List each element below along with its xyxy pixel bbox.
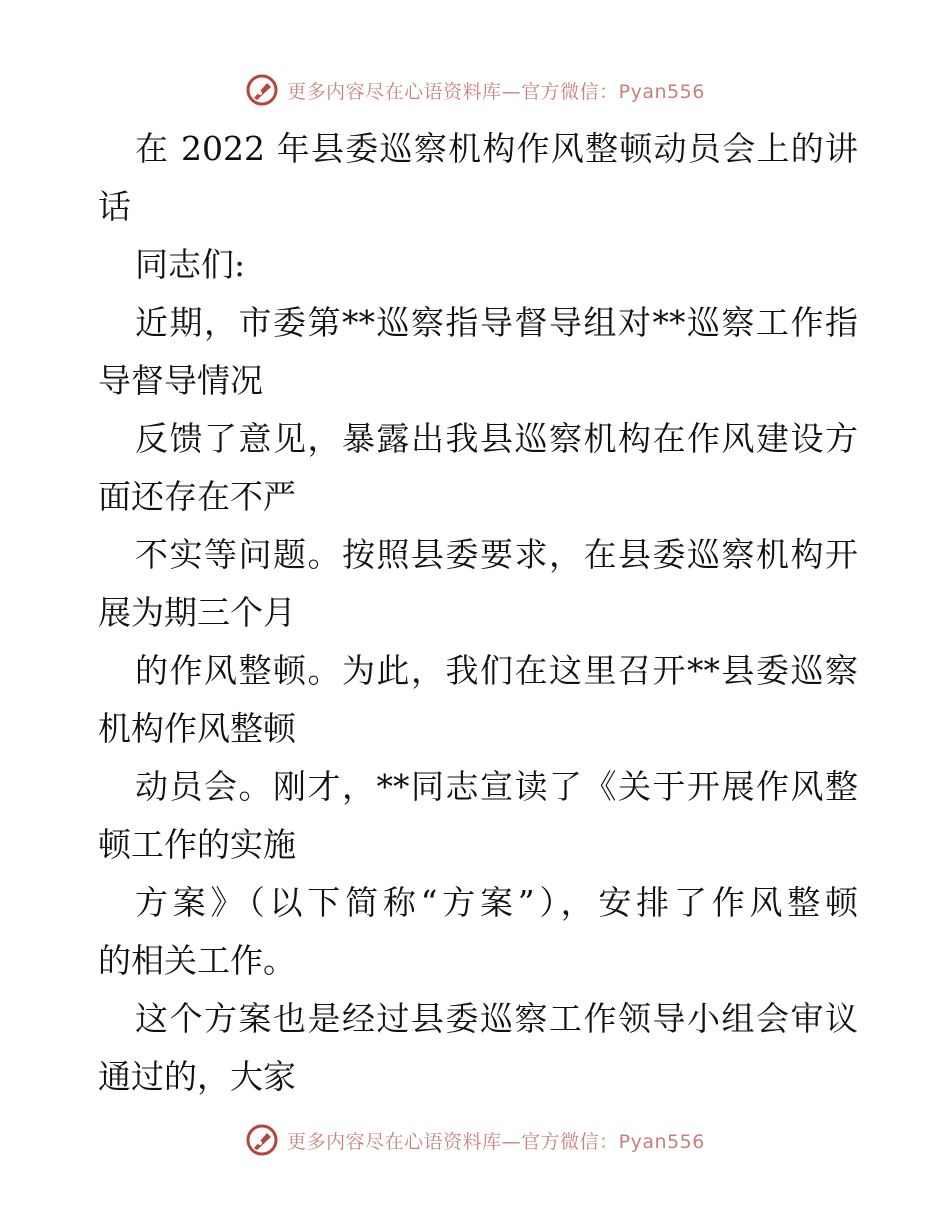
text-line: 顿工作的实施 xyxy=(98,825,296,864)
text-line: 近期，市委第**巡察指导督导组对**巡察工作指 xyxy=(135,303,858,342)
text-line: 展为期三个月 xyxy=(98,593,296,632)
text-line: 的相关工作。 xyxy=(98,941,296,980)
header-banner xyxy=(0,70,950,110)
text-line: 机构作风整顿 xyxy=(98,709,296,748)
footer-banner xyxy=(0,1120,950,1160)
document-body xyxy=(98,120,858,1106)
banner-text: 更多内容尽在心语资料库—官方微信：Pyan556 xyxy=(287,80,705,103)
banner-text: 更多内容尽在心语资料库—官方微信：Pyan556 xyxy=(287,1130,705,1153)
text-line: 不实等问题。按照县委要求，在县委巡察机构开 xyxy=(135,535,858,574)
text-line: 动员会。刚才，**同志宣读了《关于开展作风整 xyxy=(135,767,858,806)
text-line: 面还存在不严 xyxy=(98,477,296,516)
pen-nib-logo-icon xyxy=(245,73,279,107)
text-line: 反馈了意见，暴露出我县巡察机构在作风建设方 xyxy=(135,419,858,458)
salutation-line: 同志们: xyxy=(135,245,246,284)
text-line: 这个方案也是经过县委巡察工作领导小组会审议 xyxy=(135,999,858,1038)
text-line: 话 xyxy=(98,187,131,226)
text-line: 的作风整顿。为此，我们在这里召开**县委巡察 xyxy=(135,651,858,690)
title-line: 在 2022 年县委巡察机构作风整顿动员会上的讲 xyxy=(135,129,858,168)
text-line: 通过的，大家 xyxy=(98,1057,296,1096)
pen-nib-logo-icon xyxy=(245,1123,279,1157)
text-line: 导督导情况 xyxy=(98,361,263,400)
text-line: 方案》（以下简称“方案”），安排了作风整顿 xyxy=(135,883,858,922)
